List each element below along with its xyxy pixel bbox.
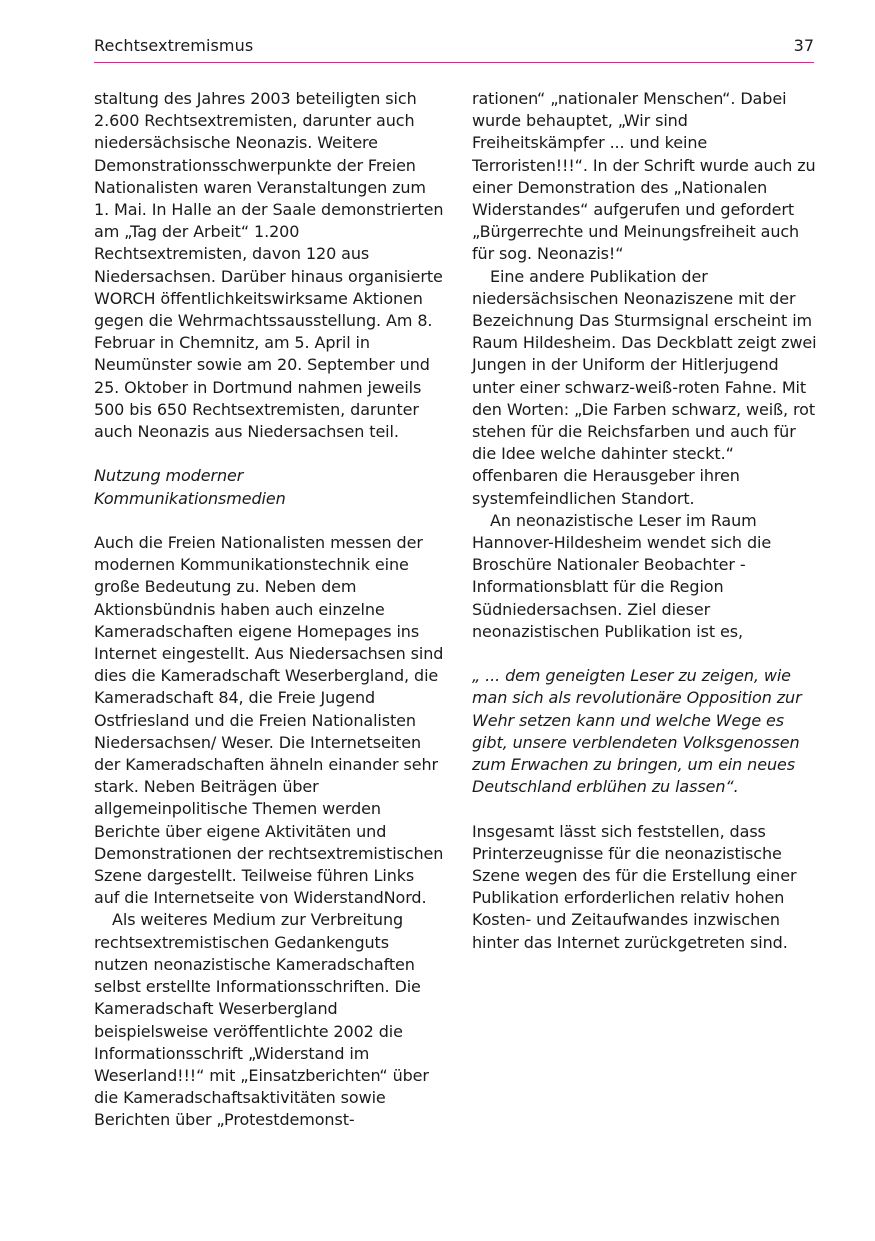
running-title: Rechtsextremismus [94, 36, 254, 55]
spacer [472, 798, 817, 820]
page-header [94, 34, 814, 63]
block-quote: „ ... dem geneigten Leser zu zeigen, wie man sich als revolutionäre Opposition zur Wehr setzen kann und welche Wege es gibt, unsere verblendeten Volksgenossen zum Erwachen zu bringen, um ein neues Deutschland erblühen zu lassen“. [472, 666, 802, 797]
page-number: 37 [793, 36, 814, 55]
paragraph-communication: Auch die Freien Nationalisten messen der modernen Kommunikationstechnik eine große Bedeutung zu. Neben dem Aktionsbündnis haben auch einzelne Kameradschaften eigene Homepages ins Internet eingestellt. Aus Niedersachsen sind dies die Kameradschaft Weserbergland, die Kameradschaft 84, die Freie Jugend Ostfriesland und die Freien Nationalisten Niedersachsen/ Weser. Die Internetseiten der Kameradschaften ähneln einander sehr stark. Neben Beiträgen über allgemeinpolitische Themen werden Berichte über eigene Aktivitäten und Demonstrationen der rechtsextremistischen Szene dargestellt. Teilweise führen Links auf die Internetseite von WiderstandNord. [94, 533, 444, 908]
section-heading-line-2: Kommunikationsmedien [94, 488, 286, 508]
spacer [94, 510, 444, 532]
paragraph-continuation: rationen“ „nationaler Menschen“. Dabei wurde behauptet, „Wir sind Freiheitskämpfer ... und keine Terroristen!!!“. In der Schrift wurde auch zu einer Demonstration des „Nationalen Widerstandes“ aufgerufen und gefordert „Bürgerrechte und Meinungsfreiheit auch für sog. Neonazis!“ [472, 89, 816, 264]
spacer [472, 643, 817, 665]
paragraph-conclusion: Insgesamt lässt sich feststellen, dass Printerzeugnisse für die neonazistische Szene wegen des für die Erstellung einer Publikation erforderlichen relativ hohen Kosten- und Zeitaufwandes inzwischen hinter das Internet zurückgetreten sind. [472, 821, 797, 952]
paragraph-sturmsignal: Eine andere Publikation der niedersächsischen Neonaziszene mit der Bezeichnung Das Sturmsignal erscheint im Raum Hildesheim. Das Deckblatt zeigt zwei Jungen in der Uniform der Hitlerjugend unter einer schwarz-weiß-roten Fahne. Mit den Worten: „Die Farben schwarz, weiß, rot stehen für die Reichsfarben und auch für die Idee welche dahinter steckt.“ offenbaren die Herausgeber ihren systemfeindlichen Standort. [472, 266, 817, 508]
left-column [94, 88, 444, 1132]
paragraph-beobachter: An neonazistische Leser im Raum Hannover-Hildesheim wendet sich die Broschüre Nationaler Beobachter - Informationsblatt für die Region Südniedersachsen. Ziel dieser neonazistischen Publikation ist es, [472, 510, 772, 641]
paragraph-demonstrations: staltung des Jahres 2003 beteiligten sich 2.600 Rechtsextremisten, darunter auch niedersächsische Neonazis. Weitere Demonstrationsschwerpunkte der Freien Nationalisten waren Veranstaltungen zum 1. Mai. In Halle an der Saale demonstrierten am „Tag der Arbeit“ 1.200 Rechtsextremisten, davon 120 aus Niedersachsen. Darüber hinaus organisierte WORCH öffentlichkeitswirksame Aktionen gegen die Wehrmachtssausstellung. Am 8. Februar in Chemnitz, am 5. April in Neumünster sowie am 20. September und 25. Oktober in Dortmund nahmen jeweils 500 bis 650 Rechtsextremisten, darunter auch Neonazis aus Niedersachsen teil. [94, 89, 444, 442]
right-column [472, 88, 817, 954]
section-heading-line-1: Nutzung moderner [94, 466, 244, 486]
paragraph-publications: Als weiteres Medium zur Verbreitung rechtsextremistischen Gedankenguts nutzen neonazistische Kameradschaften selbst erstellte Informationsschriften. Die Kameradschaft Weserbergland beispielsweise veröffentlichte 2002 die Informationsschrift „Widerstand im Weserland!!!“ mit „Einsatzberichten“ über die Kameradschaftsaktivitäten sowie Berichten über „Protestdemonst- [94, 910, 429, 1130]
spacer [94, 443, 444, 465]
